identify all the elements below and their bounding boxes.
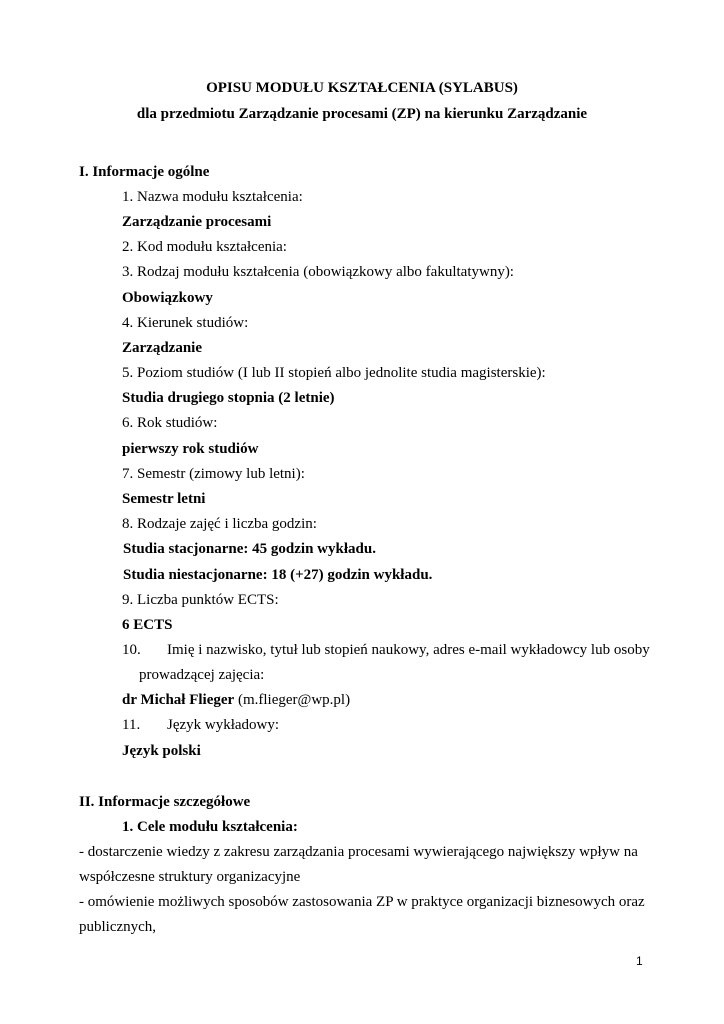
page-number: 1 bbox=[636, 954, 643, 968]
item-11-value: Język polski bbox=[122, 743, 201, 759]
item-6-label: 6. Rok studiów: bbox=[122, 415, 218, 431]
item-10-value bbox=[122, 691, 350, 709]
item-1-value: Zarządzanie procesami bbox=[122, 214, 272, 230]
item-11-number: 11. bbox=[122, 717, 141, 733]
section-2-subheading: 1. Cele modułu kształcenia: bbox=[122, 819, 298, 835]
document-subtitle: dla przedmiotu Zarządzanie procesami (ZP) na kierunku Zarządzanie bbox=[136, 106, 588, 122]
item-10-label-line-2: prowadzącej zajęcia: bbox=[139, 667, 265, 683]
goals-line-4: publicznych, bbox=[79, 919, 157, 935]
section-2-heading: II. Informacje szczegółowe bbox=[79, 794, 251, 810]
item-2-label: 2. Kod modułu kształcenia: bbox=[122, 239, 287, 255]
item-3-value: Obowiązkowy bbox=[122, 290, 213, 306]
goals-line-2: współczesne struktury organizacyjne bbox=[79, 869, 301, 885]
section-1-heading: I. Informacje ogólne bbox=[79, 164, 210, 180]
goals-line-1: - dostarczenie wiedzy z zakresu zarządzania procesami wywierającego największy wpływ na bbox=[79, 844, 638, 860]
document-title: OPISU MODUŁU KSZTAŁCENIA (SYLABUS) bbox=[206, 80, 518, 96]
item-11-label: Język wykładowy: bbox=[167, 717, 280, 733]
item-1-label: 1. Nazwa modułu kształcenia: bbox=[122, 189, 303, 205]
lecturer-name: dr Michał Flieger bbox=[122, 692, 235, 708]
item-3-label: 3. Rodzaj modułu kształcenia (obowiązkowy albo fakultatywny): bbox=[122, 264, 514, 280]
item-4-value: Zarządzanie bbox=[122, 340, 202, 356]
item-9-label: 9. Liczba punktów ECTS: bbox=[122, 592, 279, 608]
item-7-value: Semestr letni bbox=[122, 491, 206, 507]
item-10-label-line-1: Imię i nazwisko, tytuł lub stopień naukowy, adres e-mail wykładowcy lub osoby bbox=[167, 642, 650, 658]
item-9-value: 6 ECTS bbox=[122, 617, 173, 633]
item-5-label: 5. Poziom studiów (I lub II stopień albo jednolite studia magisterskie): bbox=[122, 365, 546, 381]
item-8-label: 8. Rodzaje zajęć i liczba godzin: bbox=[122, 516, 317, 532]
item-6-value: pierwszy rok studiów bbox=[122, 441, 259, 457]
lecturer-email: (m.flieger@wp.pl) bbox=[234, 692, 351, 708]
item-7-label: 7. Semestr (zimowy lub letni): bbox=[122, 466, 305, 482]
item-8-value-stacjonarne: Studia stacjonarne: 45 godzin wykładu. bbox=[123, 541, 376, 557]
item-4-label: 4. Kierunek studiów: bbox=[122, 315, 249, 331]
goals-line-3: - omówienie możliwych sposobów zastosowania ZP w praktyce organizacji biznesowych oraz bbox=[79, 894, 645, 910]
item-5-value: Studia drugiego stopnia (2 letnie) bbox=[122, 390, 335, 406]
item-10-number: 10. bbox=[122, 642, 141, 658]
item-8-value-niestacjonarne: Studia niestacjonarne: 18 (+27) godzin wykładu. bbox=[123, 567, 433, 583]
